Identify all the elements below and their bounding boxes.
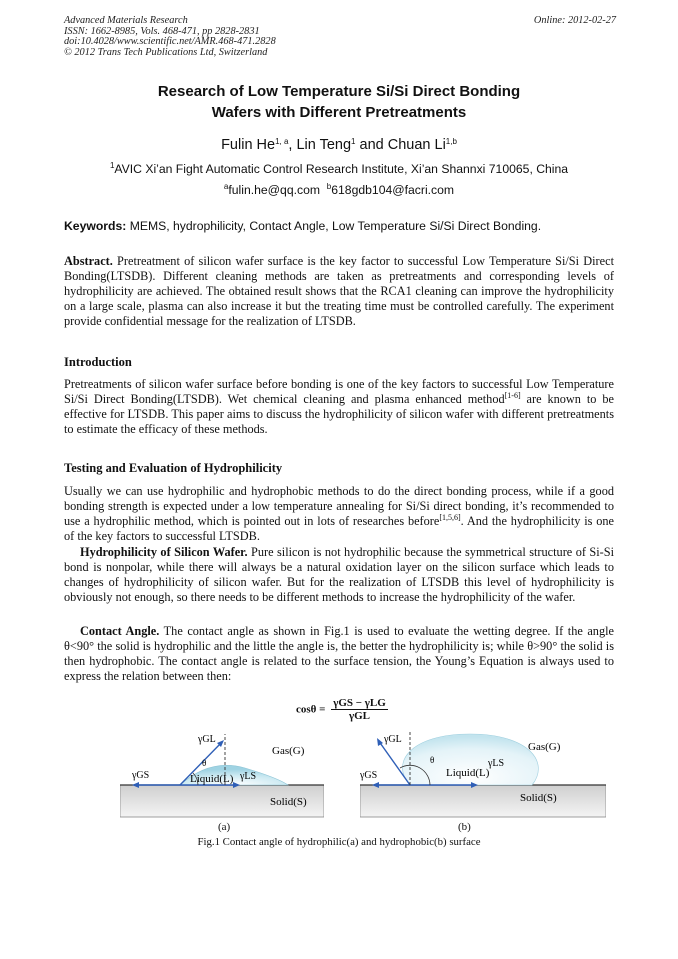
contact-angle-paragraph [64, 624, 614, 684]
subsection-label: Hydrophilicity of Silicon Wafer. [80, 545, 248, 559]
solid-label: Solid(S) [520, 792, 557, 804]
doi-line: doi:10.4028/www.scientific.net/AMR.468-471.2828 [64, 36, 276, 48]
paragraph-text: are known to be effective for LTSDB. This paper aims to discuss the hydrophilicity of silicon wafer with different pretreatments to estimate the efficacy of these methods. [64, 392, 614, 437]
figure-hydrophobic [360, 728, 606, 825]
affiliation [0, 162, 678, 176]
email-mark: a [223, 182, 229, 191]
affiliation-mark: 1 [109, 161, 115, 170]
theta-label: θ [430, 755, 435, 765]
citation[interactable]: [1-6] [504, 391, 521, 401]
equation-lhs: cosθ = [296, 703, 326, 716]
gamma-gl-label: γGL [198, 734, 216, 745]
contact-angle-diagram-a [120, 728, 324, 820]
liquid-label: Liquid(L) [446, 767, 490, 779]
contact-angle-diagram-b [360, 728, 606, 820]
affiliation-text: AVIC Xi’an Fight Automatic Control Research Institute, Xi’an Shannxi 710065, China [114, 162, 569, 176]
paragraph-text: Pretreatments of silicon wafer surface before bonding is one of the key factors to successful Low Temperature Si/Si Direct Bonding(LTSDB). Wet chemical cleaning and plasma enhanced method [64, 377, 614, 407]
hydrophilicity-paragraph [64, 545, 614, 605]
gas-label: Gas(G) [272, 745, 305, 757]
title-line-1: Research of Low Temperature Si/Si Direct Bonding [157, 83, 521, 100]
figure-hydrophilic [120, 728, 324, 825]
author-name: Fulin He [221, 137, 276, 153]
author-name: Chuan Li [387, 137, 446, 153]
section-heading-introduction: Introduction [64, 355, 132, 369]
introduction-paragraph [64, 377, 614, 437]
paper-title [0, 81, 678, 123]
email-mark: b [326, 182, 332, 191]
copyright-line: © 2012 Trans Tech Publications Ltd, Switzerland [64, 46, 268, 58]
email-line [0, 183, 678, 197]
issn-line: ISSN: 1662-8985, Vols. 468-471, pp 2828-2831 [64, 25, 260, 37]
theta-label: θ [202, 758, 207, 768]
solid-label: Solid(S) [270, 796, 307, 808]
online-date: Online: 2012-02-27 [533, 15, 616, 26]
paragraph-text: Pure silicon is not hydrophilic because the symmetrical structure of Si-Si bond is nonpolar, while there will always be a natural oxidation layer on the silicon surface which leads to changes of hydrophilicity of silicon wafer. But for the realization of LTSDB this level of hydrophilicity is obviously not enough, so there needs to be different methods to increase the hydrophilicity of the wafer. [64, 545, 614, 605]
gas-label: Gas(G) [528, 741, 561, 753]
subfigure-label-a: (a) [218, 821, 231, 833]
equation-numerator: γGS − γLG [333, 697, 386, 709]
young-equation [296, 697, 388, 722]
paragraph-text: The contact angle as shown in Fig.1 is used to evaluate the wetting degree. If the angle θ<90° the solid is hydrophilic and the little the angle is, the better the hydrophilicity is; while θ>90° the solid is then hydrophobic. The contact angle is related to the surface tension, the Young’s Equation is always used to express the relation between then: [64, 624, 614, 684]
section-heading-testing: Testing and Evaluation of Hydrophilicity [64, 461, 283, 475]
journal-name: Advanced Materials Research [64, 15, 188, 26]
email-address[interactable]: fulin.he@qq.com [228, 183, 321, 197]
paragraph-text: . And the hydrophilicity is one of the key factors to successful LTSDB. [64, 514, 614, 544]
author-affiliation-mark: 1, a [275, 137, 289, 146]
author-separator: , [288, 137, 297, 153]
author-affiliation-mark: 1 [351, 137, 356, 146]
gamma-ls-label: γLS [488, 758, 505, 769]
equation-fraction [331, 697, 388, 722]
subsection-label: Contact Angle. [80, 624, 160, 638]
author-list [0, 137, 678, 153]
abstract [64, 254, 614, 329]
journal-header [64, 16, 276, 58]
keywords-text: MEMS, hydrophilicity, Contact Angle, Low Temperature Si/Si Direct Bonding. [126, 219, 542, 233]
gamma-gs-label: γGS [360, 770, 378, 781]
liquid-label: Liquid(L) [190, 773, 234, 785]
gamma-gl-label: γGL [384, 734, 402, 745]
title-line-2: Wafers with Different Pretreatments [211, 104, 467, 121]
abstract-label: Abstract. [64, 254, 113, 268]
figure-caption: Fig.1 Contact angle of hydrophilic(a) and hydrophobic(b) surface [197, 836, 481, 848]
author-separator: and [355, 137, 388, 153]
keywords-label: Keywords: [64, 219, 127, 233]
equation-denominator: γGL [348, 710, 371, 722]
email-address[interactable]: 618gdb104@facri.com [331, 183, 455, 197]
gamma-ls-label: γLS [240, 771, 257, 782]
subfigure-label-b: (b) [458, 821, 471, 833]
citation[interactable]: [1,5,6] [439, 513, 461, 523]
author-affiliation-mark: 1,b [445, 137, 457, 146]
paragraph-text: Usually we can use hydrophilic and hydrophobic methods to do the direct bonding process, while if a good bonding strength is expected under a low temperature annealing for Si/Si direct bonding, it’s recommended to use a hydrophilic method, which is pointed out in lots of researches before [64, 484, 614, 529]
gamma-gs-label: γGS [132, 770, 150, 781]
abstract-text: Pretreatment of silicon wafer surface is the key factor to successful Low Temperature Si/Si Direct Bonding(LTSDB). Different cleaning methods are taken as pretreatments and corresponding levels of hydrophilicity are achieved. The obtained result shows that the RCA1 cleaning can improve the hydrophilicity on a large scale, plasma can also increase it but the treating time must be controlled carefully. The experiment provide confidential message for the realization of LTSDB. [64, 254, 614, 329]
keywords [64, 219, 616, 233]
solid-surface [360, 785, 606, 817]
testing-paragraph [64, 484, 614, 544]
author-name: Lin Teng [296, 137, 352, 153]
